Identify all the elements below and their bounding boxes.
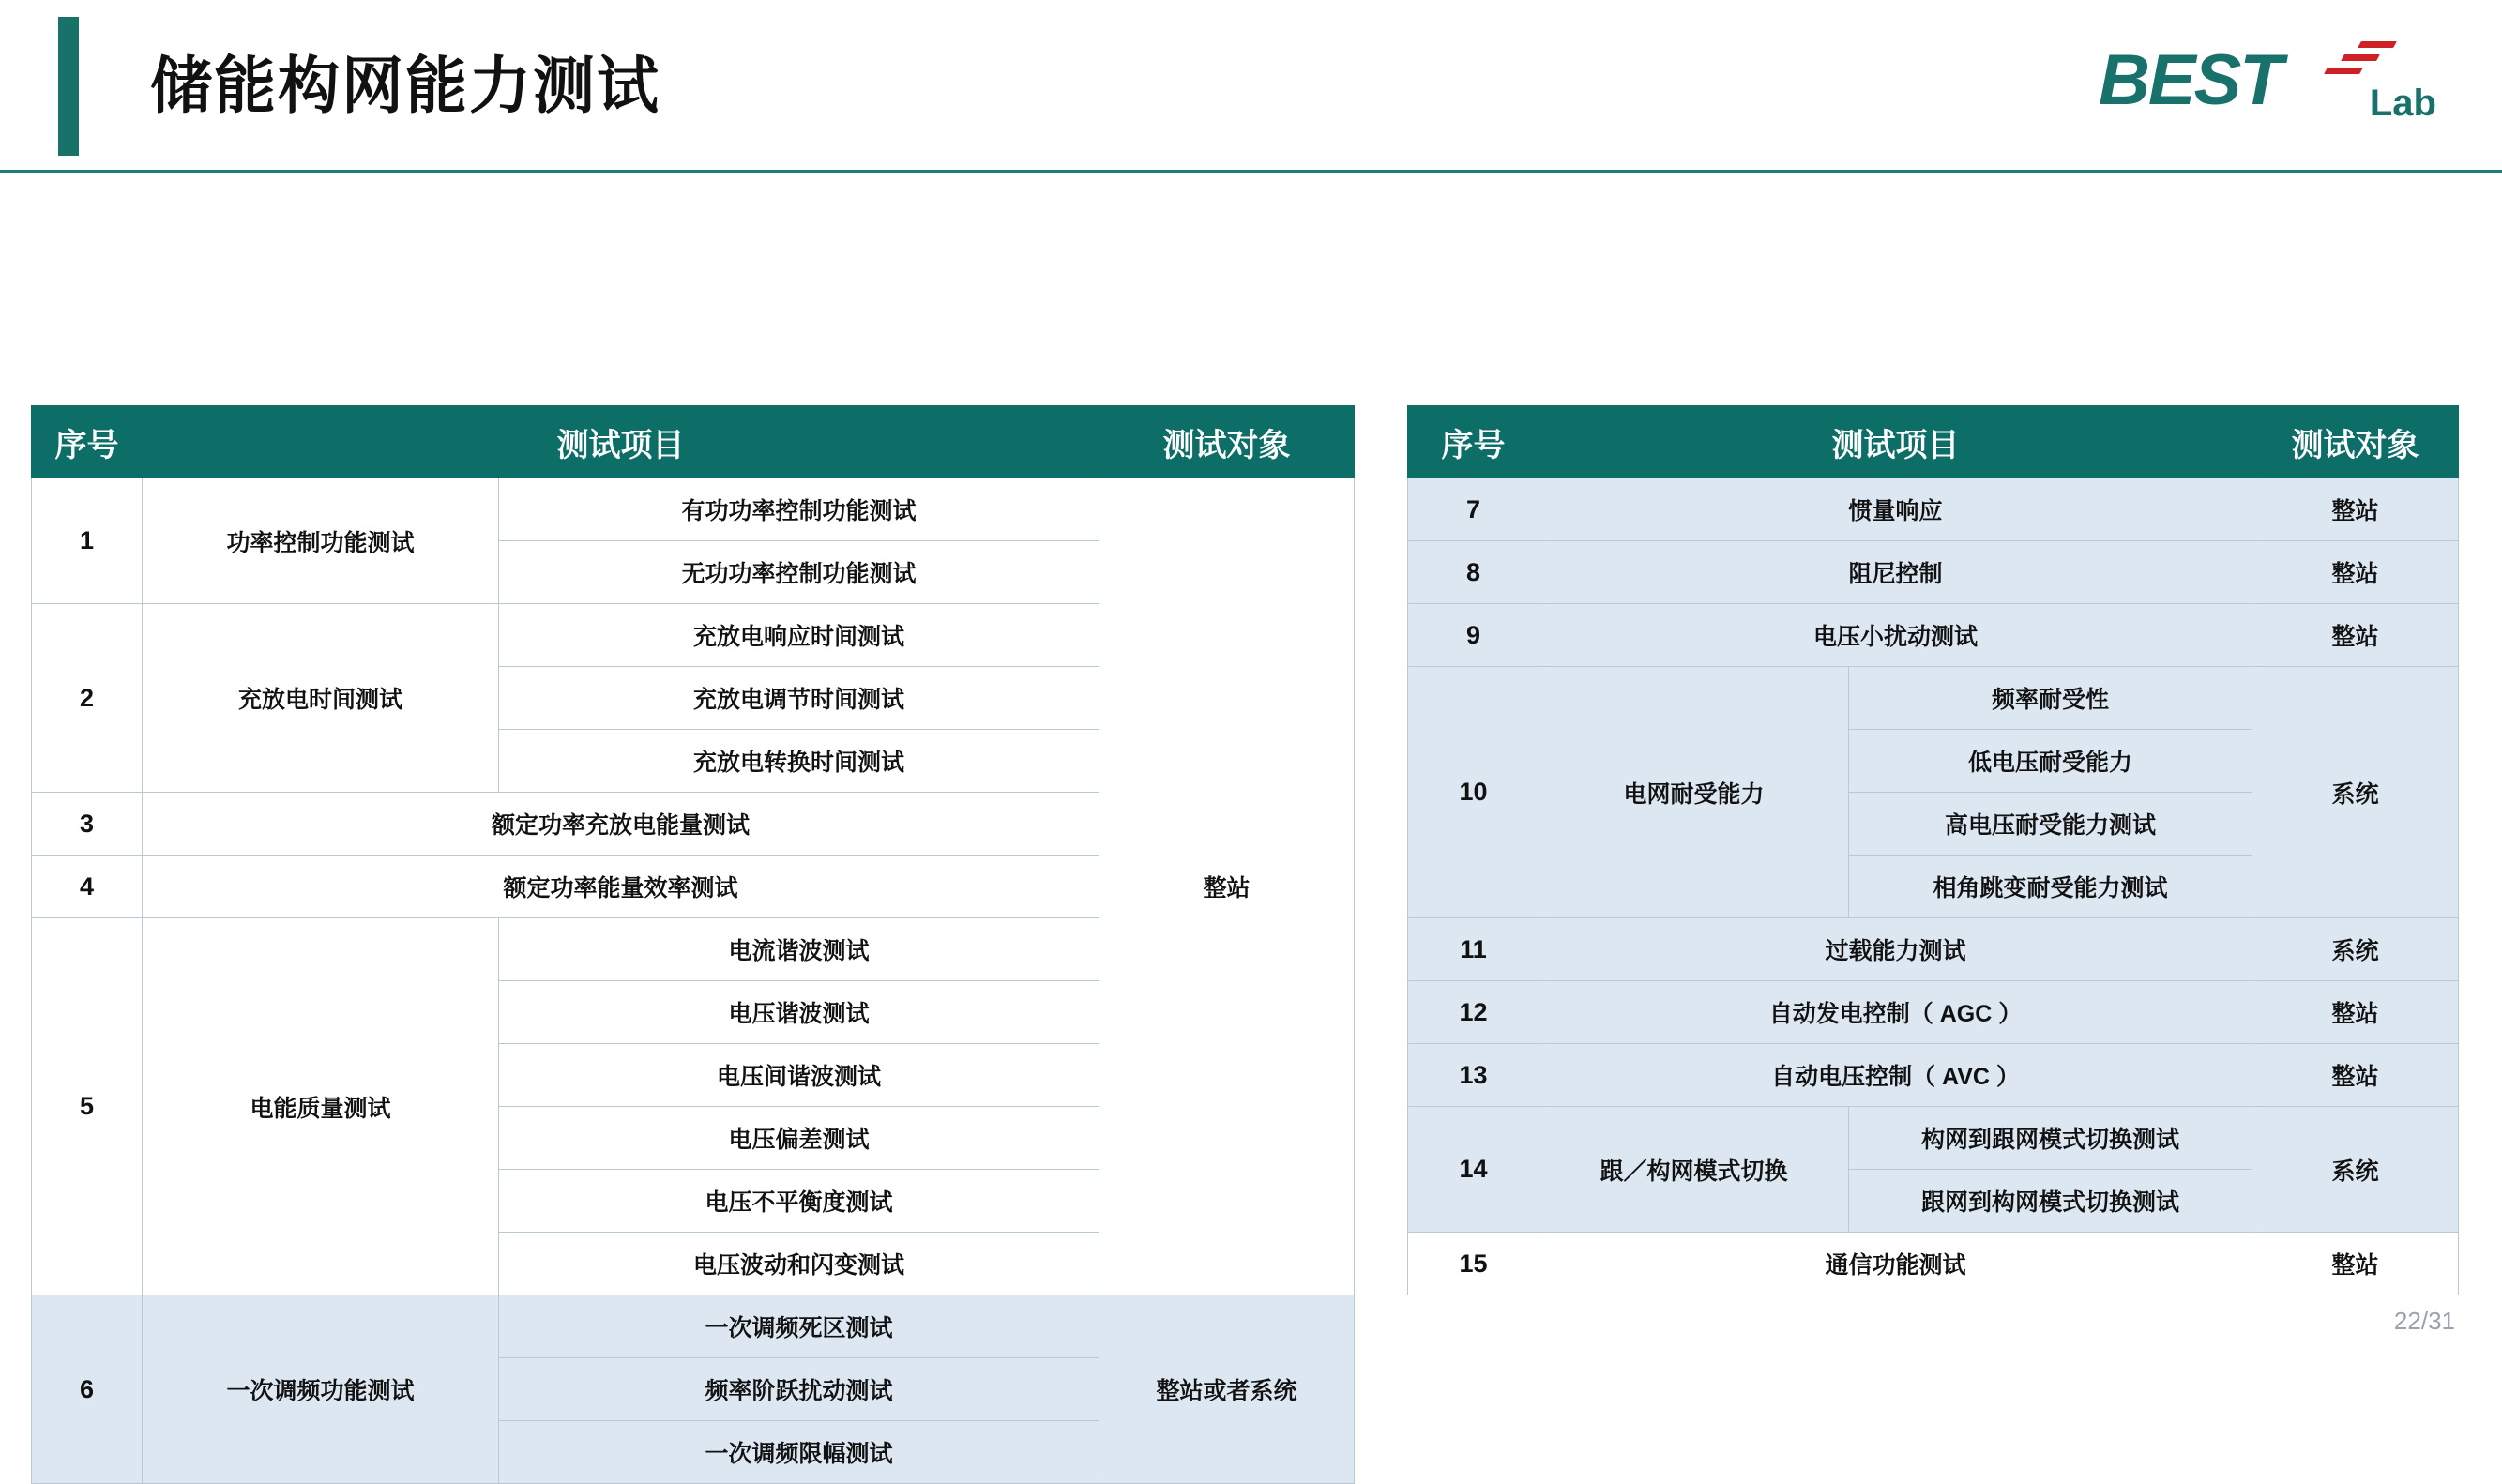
table-row [32,478,1355,541]
test-item-cell: 电压波动和闪变测试 [499,1233,1099,1295]
test-item-cell: 一次调频限幅测试 [499,1421,1099,1484]
test-item-cell: 自动电压控制（ AVC ） [1539,1044,2252,1107]
table-row [1408,918,2459,981]
column-header-item: 测试项目 [143,406,1099,478]
test-item-cell: 构网到跟网模式切换测试 [1849,1107,2252,1170]
test-item-cell: 电压不平衡度测试 [499,1170,1099,1233]
column-header-index: 序号 [32,406,143,478]
test-item-cell: 过载能力测试 [1539,918,2252,981]
row-index-cell: 10 [1408,667,1539,918]
table-header-row [1408,406,2459,478]
row-index-cell: 1 [32,478,143,604]
test-item-cell: 低电压耐受能力 [1849,730,2252,793]
table-row [1408,1233,2459,1295]
row-index-cell: 3 [32,793,143,856]
row-index-cell: 12 [1408,981,1539,1044]
test-group-cell: 充放电时间测试 [143,604,499,793]
test-group-cell: 跟／构网模式切换 [1539,1107,1849,1233]
left-test-table-wrapper [31,405,1354,1484]
test-item-cell: 惯量响应 [1539,478,2252,541]
table-row [1408,981,2459,1044]
right-test-table-wrapper [1407,405,2458,1295]
slide-header [0,0,2502,171]
table-row [1408,604,2459,667]
column-header-item: 测试项目 [1539,406,2252,478]
test-item-cell: 频率阶跃扰动测试 [499,1358,1099,1421]
test-item-cell: 电压间谐波测试 [499,1044,1099,1107]
row-index-cell: 11 [1408,918,1539,981]
row-index-cell: 7 [1408,478,1539,541]
row-index-cell: 8 [1408,541,1539,604]
logo-stripe-icon [2341,54,2380,61]
test-target-cell: 整站 [2252,1233,2459,1295]
test-target-cell: 整站或者系统 [1099,1295,1355,1484]
logo-stripe-icon [2358,41,2397,48]
row-index-cell: 4 [32,856,143,918]
right-test-table [1407,405,2459,1295]
page-title: 储能构网能力测试 [150,51,660,120]
test-target-cell: 整站 [2252,541,2459,604]
column-header-index: 序号 [1408,406,1539,478]
row-index-cell: 5 [32,918,143,1295]
test-item-cell: 电压偏差测试 [499,1107,1099,1170]
table-row [1408,1044,2459,1107]
table-row [1408,1107,2459,1170]
test-target-cell: 整站 [2252,981,2459,1044]
test-item-cell: 自动发电控制（ AGC ） [1539,981,2252,1044]
test-item-cell: 阻尼控制 [1539,541,2252,604]
test-group-cell: 电能质量测试 [143,918,499,1295]
test-target-cell: 系统 [2252,918,2459,981]
row-index-cell: 14 [1408,1107,1539,1233]
test-item-cell: 电流谐波测试 [499,918,1099,981]
test-group-cell: 电网耐受能力 [1539,667,1849,918]
row-index-cell: 2 [32,604,143,793]
test-item-cell: 相角跳变耐受能力测试 [1849,856,2252,918]
page-number: 22/31 [2393,1307,2455,1335]
test-item-cell: 有功功率控制功能测试 [499,478,1099,541]
table-header-row [32,406,1355,478]
row-index-cell: 9 [1408,604,1539,667]
column-header-target: 测试对象 [1099,406,1355,478]
test-item-cell: 一次调频死区测试 [499,1295,1099,1358]
column-header-target: 测试对象 [2252,406,2459,478]
test-item-cell: 额定功率充放电能量测试 [143,793,1099,856]
logo-stripe-icon [2324,68,2363,74]
test-item-cell: 通信功能测试 [1539,1233,2252,1295]
logo-sub-wordmark: Lab [2369,83,2436,124]
row-index-cell: 13 [1408,1044,1539,1107]
test-item-cell: 额定功率能量效率测试 [143,856,1099,918]
test-target-cell: 整站 [2252,478,2459,541]
row-index-cell: 6 [32,1295,143,1484]
test-item-cell: 频率耐受性 [1849,667,2252,730]
left-test-table [31,405,1355,1484]
test-item-cell: 电压小扰动测试 [1539,604,2252,667]
test-group-cell: 一次调频功能测试 [143,1295,499,1484]
bestlab-logo [2099,34,2436,137]
test-target-cell: 整站 [2252,1044,2459,1107]
row-index-cell: 15 [1408,1233,1539,1295]
table-row [32,1295,1355,1358]
test-item-cell: 充放电转换时间测试 [499,730,1099,793]
test-item-cell: 无功功率控制功能测试 [499,541,1099,604]
test-target-cell: 系统 [2252,667,2459,918]
test-group-cell: 功率控制功能测试 [143,478,499,604]
test-target-cell: 整站 [2252,604,2459,667]
table-row [1408,667,2459,730]
test-target-cell: 整站 [1099,478,1355,1295]
table-row [1408,478,2459,541]
test-target-cell: 系统 [2252,1107,2459,1233]
table-row [1408,541,2459,604]
test-item-cell: 跟网到构网模式切换测试 [1849,1170,2252,1233]
logo-wordmark: BEST [2099,40,2282,120]
title-accent-bar [58,17,79,156]
test-item-cell: 电压谐波测试 [499,981,1099,1044]
test-item-cell: 充放电响应时间测试 [499,604,1099,667]
slide-content [0,171,2502,1467]
test-item-cell: 高电压耐受能力测试 [1849,793,2252,856]
test-item-cell: 充放电调节时间测试 [499,667,1099,730]
